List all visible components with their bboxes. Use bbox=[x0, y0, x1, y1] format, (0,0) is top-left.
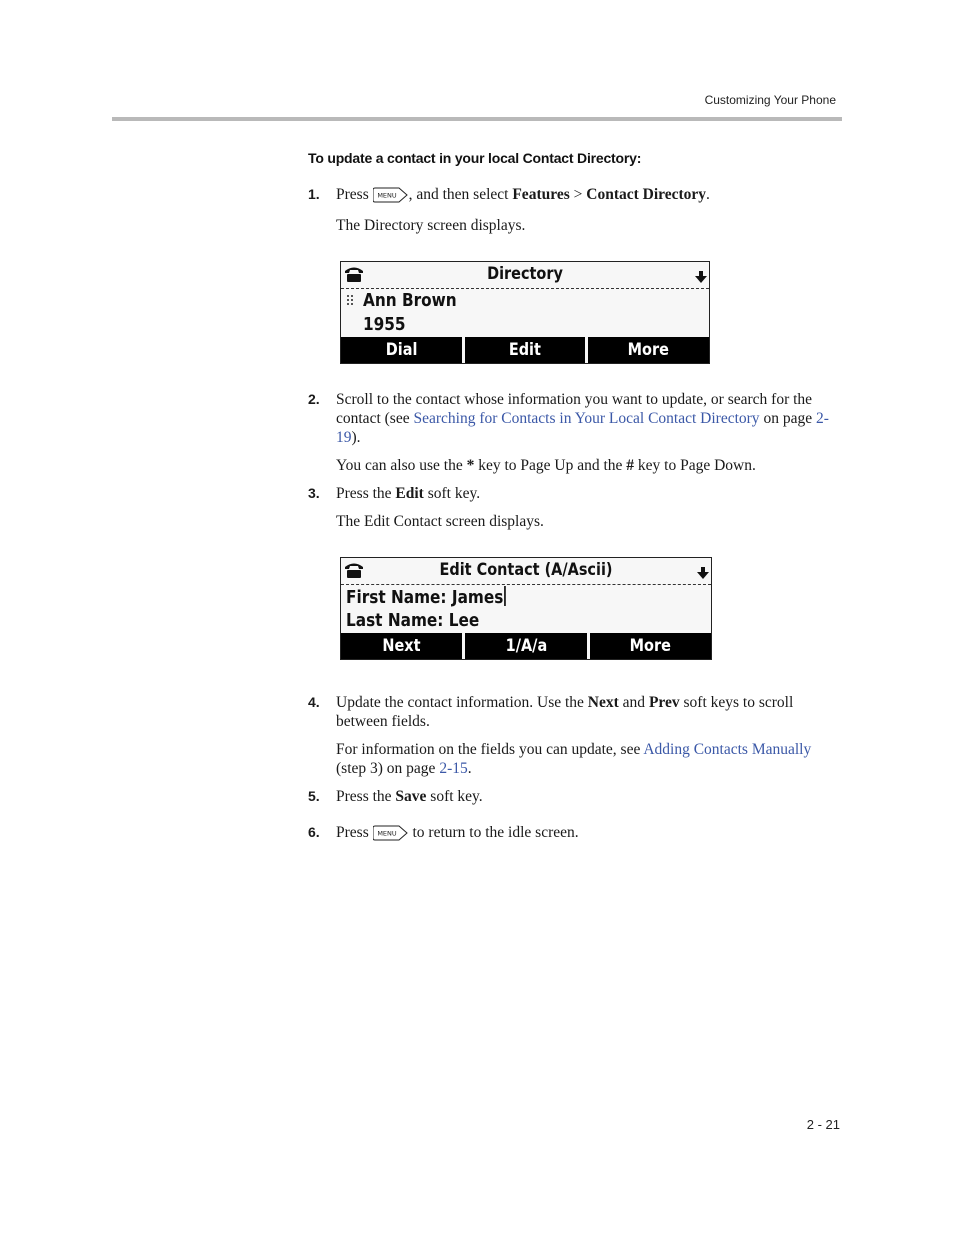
page-number: 2 - 21 bbox=[806, 1117, 840, 1132]
down-arrow-icon bbox=[696, 566, 710, 580]
link-adding-contacts[interactable]: Adding Contacts Manually bbox=[643, 741, 812, 758]
svg-text:MENU: MENU bbox=[376, 191, 397, 200]
step-number: 5. bbox=[308, 788, 320, 804]
softkey-edit[interactable]: Edit bbox=[465, 337, 586, 363]
step-number: 2. bbox=[308, 391, 320, 407]
phone-icon bbox=[344, 265, 364, 283]
link-page-2-15[interactable]: 2-15 bbox=[439, 760, 468, 777]
step-2-text: Scroll to the contact whose information you want to update, or search for the contact (see Searching for Contacts in Your Local Contact Directory on page 2-19). bbox=[336, 391, 829, 446]
step-number: 6. bbox=[308, 824, 320, 840]
step-1-note: The Directory screen displays. bbox=[336, 217, 526, 234]
step-4-note: For information on the fields you can update, see Adding Contacts Manually (step 3) on page 2-15. bbox=[336, 741, 812, 777]
softkey-more[interactable]: More bbox=[590, 633, 711, 659]
softkey-dial[interactable]: Dial bbox=[341, 337, 462, 363]
step-3-text: Press the Edit soft key. bbox=[336, 485, 481, 502]
directory-screen bbox=[340, 261, 710, 364]
link-searching-contacts[interactable]: Searching for Contacts in Your Local Contact Directory bbox=[413, 410, 760, 427]
edit-contact-screen bbox=[340, 557, 712, 660]
down-arrow-icon bbox=[694, 270, 708, 284]
softkey-input-mode[interactable]: 1/A/a bbox=[465, 633, 586, 659]
running-header: Customizing Your Phone bbox=[704, 93, 836, 107]
lcd-titlebar bbox=[341, 558, 711, 585]
svg-text:MENU: MENU bbox=[376, 829, 397, 838]
step-1-text: Press MENU , and then select Features > Contact Directory. bbox=[336, 186, 710, 203]
step-6-text: Press MENU to return to the idle screen. bbox=[336, 824, 579, 841]
softkey-bar bbox=[341, 633, 711, 659]
contact-name: Ann Brown bbox=[363, 290, 457, 311]
step-number: 1. bbox=[308, 186, 320, 202]
first-name-field[interactable]: First Name: James bbox=[346, 586, 506, 608]
step-number: 3. bbox=[308, 485, 320, 501]
lcd-title: Directory bbox=[487, 264, 563, 284]
text-cursor bbox=[504, 586, 506, 606]
link-page-2-19[interactable]: 2-19 bbox=[336, 410, 829, 446]
header-rule bbox=[112, 117, 842, 121]
step-number: 4. bbox=[308, 694, 320, 710]
contact-number: 1955 bbox=[363, 314, 406, 335]
softkey-more[interactable]: More bbox=[588, 337, 709, 363]
softkey-next[interactable]: Next bbox=[341, 633, 462, 659]
menu-key-icon bbox=[373, 187, 409, 203]
lcd-title: Edit Contact (A/Ascii) bbox=[439, 560, 613, 580]
softkey-bar bbox=[341, 337, 709, 363]
step-3-note: The Edit Contact screen displays. bbox=[336, 513, 544, 530]
step-2-note: You can also use the * key to Page Up and the # key to Page Down. bbox=[336, 457, 756, 474]
contact-icon bbox=[347, 295, 356, 307]
menu-key-icon bbox=[373, 825, 409, 841]
step-5-text: Press the Save soft key. bbox=[336, 788, 483, 805]
last-name-field[interactable]: Last Name: Lee bbox=[346, 610, 480, 631]
step-4-text: Update the contact information. Use the Next and Prev soft keys to scroll between fields. bbox=[336, 694, 794, 730]
procedure-title: To update a contact in your local Contact Directory: bbox=[308, 150, 642, 166]
phone-icon bbox=[344, 561, 364, 579]
lcd-titlebar bbox=[341, 262, 709, 289]
